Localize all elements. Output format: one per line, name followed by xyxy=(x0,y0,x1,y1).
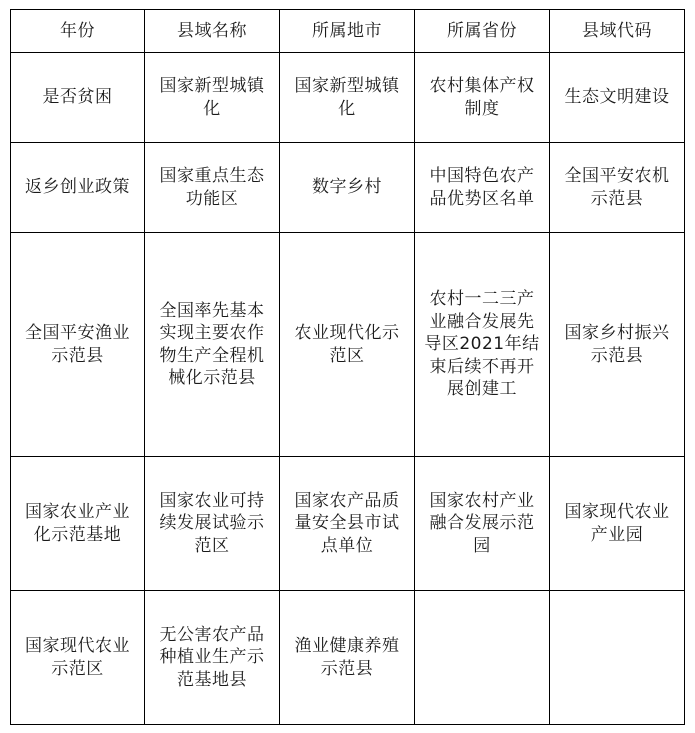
table-cell: 国家农业产业化示范基地 xyxy=(11,457,145,591)
table-cell: 是否贫困 xyxy=(11,53,145,143)
table-cell: 全国平安渔业示范县 xyxy=(11,233,145,457)
table-cell xyxy=(550,591,685,725)
table-cell: 农村一二三产业融合发展先导区2021年结束后续不再开展创建工 xyxy=(415,233,550,457)
table-cell: 返乡创业政策 xyxy=(11,143,145,233)
table-cell: 中国特色农产品优势区名单 xyxy=(415,143,550,233)
table-cell: 国家农村产业融合发展示范园 xyxy=(415,457,550,591)
indicator-table-container xyxy=(10,9,685,725)
table-cell: 国家农业可持续发展试验示范区 xyxy=(145,457,280,591)
table-row xyxy=(11,233,685,457)
table-cell: 数字乡村 xyxy=(280,143,415,233)
table-header-row xyxy=(11,10,685,53)
table-cell: 国家现代农业产业园 xyxy=(550,457,685,591)
header-cell: 年份 xyxy=(11,10,145,53)
table-row xyxy=(11,457,685,591)
table-row xyxy=(11,591,685,725)
table-cell: 全国平安农机示范县 xyxy=(550,143,685,233)
header-cell: 所属省份 xyxy=(415,10,550,53)
table-row xyxy=(11,53,685,143)
table-cell: 国家农产品质量安全县市试点单位 xyxy=(280,457,415,591)
table-cell: 国家重点生态功能区 xyxy=(145,143,280,233)
table-cell: 农业现代化示范区 xyxy=(280,233,415,457)
table-cell xyxy=(415,591,550,725)
table-cell: 国家现代农业示范区 xyxy=(11,591,145,725)
table-cell: 无公害农产品种植业生产示范基地县 xyxy=(145,591,280,725)
header-cell: 县域代码 xyxy=(550,10,685,53)
header-cell: 所属地市 xyxy=(280,10,415,53)
table-cell: 全国率先基本实现主要农作物生产全程机械化示范县 xyxy=(145,233,280,457)
table-cell: 渔业健康养殖示范县 xyxy=(280,591,415,725)
table-cell: 生态文明建设 xyxy=(550,53,685,143)
table-row xyxy=(11,143,685,233)
table-cell: 农村集体产权制度 xyxy=(415,53,550,143)
table-cell: 国家新型城镇化 xyxy=(145,53,280,143)
indicator-table xyxy=(10,9,685,725)
table-cell: 国家乡村振兴示范县 xyxy=(550,233,685,457)
header-cell: 县域名称 xyxy=(145,10,280,53)
table-cell: 国家新型城镇化 xyxy=(280,53,415,143)
